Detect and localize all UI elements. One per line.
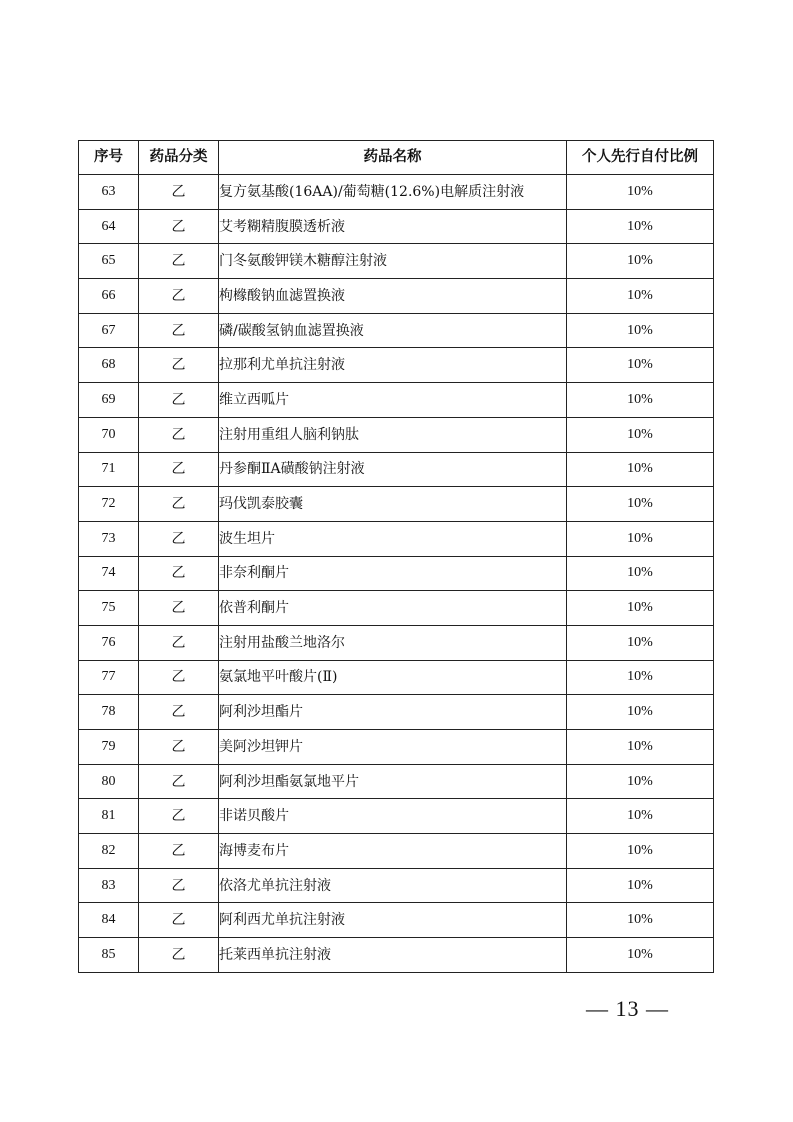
cell-no: 65 [79,244,139,279]
cell-category: 乙 [139,625,219,660]
table-row [79,903,714,938]
cell-ratio: 10% [567,834,714,869]
cell-drug-name: 依洛尤单抗注射液 [219,868,567,903]
cell-no: 70 [79,417,139,452]
cell-no: 80 [79,764,139,799]
cell-no: 75 [79,591,139,626]
cell-drug-name: 海博麦布片 [219,834,567,869]
table-row [79,487,714,522]
cell-drug-name: 非奈利酮片 [219,556,567,591]
table-row [79,868,714,903]
table-row [79,938,714,973]
cell-no: 63 [79,175,139,210]
cell-drug-name: 依普利酮片 [219,591,567,626]
cell-category: 乙 [139,279,219,314]
cell-drug-name: 门冬氨酸钾镁木糖醇注射液 [219,244,567,279]
cell-ratio: 10% [567,695,714,730]
cell-category: 乙 [139,487,219,522]
cell-drug-name: 枸橼酸钠血滤置换液 [219,279,567,314]
cell-category: 乙 [139,834,219,869]
cell-no: 83 [79,868,139,903]
cell-category: 乙 [139,764,219,799]
header-row [79,141,714,175]
cell-drug-name: 美阿沙坦钾片 [219,730,567,765]
table-row [79,244,714,279]
cell-drug-name: 托莱西单抗注射液 [219,938,567,973]
table-row [79,348,714,383]
cell-category: 乙 [139,695,219,730]
table-row [79,730,714,765]
cell-ratio: 10% [567,244,714,279]
cell-drug-name: 注射用重组人脑利钠肽 [219,417,567,452]
cell-no: 74 [79,556,139,591]
cell-ratio: 10% [567,938,714,973]
cell-drug-name: 玛伐凯泰胶囊 [219,487,567,522]
cell-no: 64 [79,209,139,244]
cell-ratio: 10% [567,660,714,695]
cell-drug-name: 拉那利尤单抗注射液 [219,348,567,383]
table-row [79,452,714,487]
table-header [79,141,714,175]
cell-drug-name: 阿利西尤单抗注射液 [219,903,567,938]
cell-category: 乙 [139,868,219,903]
cell-drug-name: 波生坦片 [219,521,567,556]
cell-drug-name: 艾考糊精腹膜透析液 [219,209,567,244]
cell-no: 78 [79,695,139,730]
cell-drug-name: 阿利沙坦酯氨氯地平片 [219,764,567,799]
cell-ratio: 10% [567,348,714,383]
cell-category: 乙 [139,383,219,418]
cell-ratio: 10% [567,730,714,765]
cell-ratio: 10% [567,279,714,314]
cell-category: 乙 [139,556,219,591]
cell-category: 乙 [139,903,219,938]
table-row [79,383,714,418]
header-no: 序号 [79,141,139,175]
table-body [79,175,714,973]
table-row [79,209,714,244]
cell-no: 85 [79,938,139,973]
table-row [79,417,714,452]
cell-ratio: 10% [567,175,714,210]
cell-category: 乙 [139,313,219,348]
cell-category: 乙 [139,730,219,765]
cell-no: 76 [79,625,139,660]
table-row [79,556,714,591]
table-row [79,625,714,660]
table-row [79,521,714,556]
table-row [79,313,714,348]
cell-category: 乙 [139,244,219,279]
page-number: — 13 — [586,996,669,1021]
cell-drug-name: 阿利沙坦酯片 [219,695,567,730]
header-ratio: 个人先行自付比例 [567,141,714,175]
cell-no: 82 [79,834,139,869]
cell-drug-name: 丹参酮ⅡA磺酸钠注射液 [219,452,567,487]
cell-drug-name: 复方氨基酸(16AA)/葡萄糖(12.6%)电解质注射液 [219,175,567,210]
cell-ratio: 10% [567,868,714,903]
cell-drug-name: 注射用盐酸兰地洛尔 [219,625,567,660]
table-row [79,591,714,626]
cell-ratio: 10% [567,625,714,660]
cell-category: 乙 [139,175,219,210]
cell-no: 77 [79,660,139,695]
cell-no: 68 [79,348,139,383]
table-row [79,660,714,695]
cell-category: 乙 [139,452,219,487]
cell-ratio: 10% [567,487,714,522]
cell-no: 72 [79,487,139,522]
cell-category: 乙 [139,209,219,244]
cell-no: 67 [79,313,139,348]
cell-no: 71 [79,452,139,487]
cell-ratio: 10% [567,521,714,556]
cell-no: 73 [79,521,139,556]
cell-no: 79 [79,730,139,765]
cell-ratio: 10% [567,799,714,834]
cell-no: 69 [79,383,139,418]
cell-ratio: 10% [567,383,714,418]
drug-table [78,140,714,973]
header-category: 药品分类 [139,141,219,175]
cell-no: 66 [79,279,139,314]
cell-no: 84 [79,903,139,938]
cell-ratio: 10% [567,209,714,244]
cell-category: 乙 [139,591,219,626]
table-row [79,764,714,799]
header-name: 药品名称 [219,141,567,175]
cell-drug-name: 维立西呱片 [219,383,567,418]
cell-drug-name: 氨氯地平叶酸片(Ⅱ) [219,660,567,695]
cell-ratio: 10% [567,591,714,626]
cell-category: 乙 [139,417,219,452]
cell-drug-name: 磷/碳酸氢钠血滤置换液 [219,313,567,348]
cell-ratio: 10% [567,556,714,591]
cell-ratio: 10% [567,313,714,348]
table-row [79,175,714,210]
cell-category: 乙 [139,799,219,834]
table-row [79,695,714,730]
cell-ratio: 10% [567,417,714,452]
cell-drug-name: 非诺贝酸片 [219,799,567,834]
cell-ratio: 10% [567,452,714,487]
cell-category: 乙 [139,660,219,695]
cell-category: 乙 [139,938,219,973]
table-row [79,834,714,869]
cell-category: 乙 [139,521,219,556]
cell-category: 乙 [139,348,219,383]
table-row [79,799,714,834]
cell-ratio: 10% [567,903,714,938]
table-row [79,279,714,314]
cell-ratio: 10% [567,764,714,799]
cell-no: 81 [79,799,139,834]
